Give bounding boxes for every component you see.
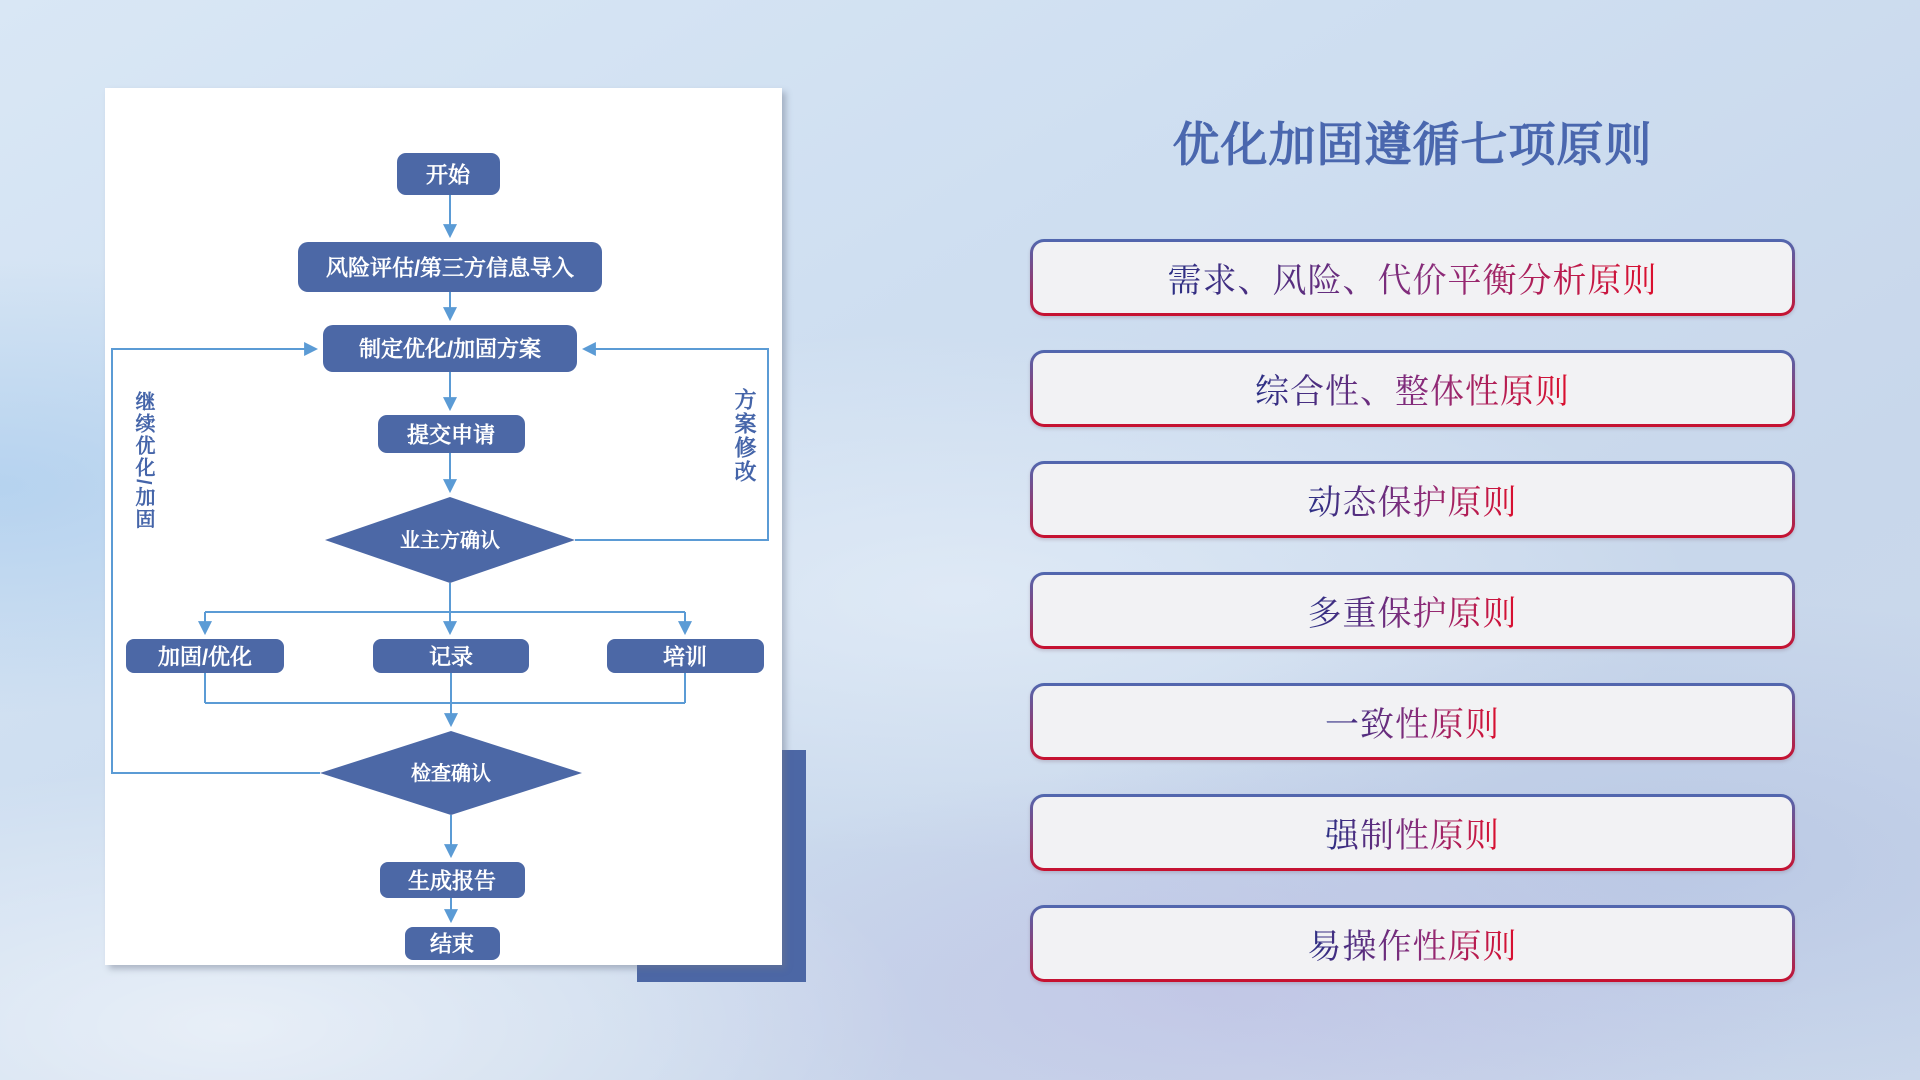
training-node — [607, 639, 764, 673]
principles-list — [1030, 239, 1795, 982]
risk-import-node — [298, 242, 602, 292]
flowchart-card — [105, 88, 782, 965]
check-confirm-label: 检查确认 — [411, 763, 491, 785]
record-node — [373, 639, 529, 673]
principle-box-5 — [1030, 683, 1795, 760]
principle-label-2: 综合性、整体性原则 — [1255, 364, 1570, 413]
submit-node-label: 提交申请 — [406, 422, 496, 448]
owner-confirm-label: 业主方确认 — [400, 530, 500, 552]
make-plan-node — [323, 325, 577, 372]
flowchart-svg — [105, 88, 782, 965]
reinforce-node — [126, 639, 284, 673]
principle-box-1 — [1030, 239, 1795, 316]
principle-label-4: 多重保护原则 — [1308, 586, 1518, 635]
report-node — [380, 862, 525, 898]
start-node-label: 开始 — [425, 162, 471, 188]
principle-box-7 — [1030, 905, 1795, 982]
principle-box-4 — [1030, 572, 1795, 649]
check-confirm-diamond — [320, 731, 582, 815]
principle-label-7: 易操作性原则 — [1308, 919, 1518, 968]
submit-node — [378, 415, 525, 453]
principle-label-3: 动态保护原则 — [1308, 475, 1518, 524]
reinforce-node-label: 加固/优化 — [157, 644, 253, 670]
page-title: 优化加固遵循七项原则 — [1172, 118, 1653, 171]
principle-box-2 — [1030, 350, 1795, 427]
principle-box-6 — [1030, 794, 1795, 871]
principle-label-5: 一致性原则 — [1325, 697, 1500, 746]
report-node-label: 生成报告 — [407, 868, 497, 894]
risk-import-node-label: 风险评估/第三方信息导入 — [325, 255, 575, 281]
owner-confirm-diamond — [325, 497, 575, 583]
end-node — [405, 927, 500, 960]
make-plan-node-label: 制定优化/加固方案 — [358, 336, 542, 362]
loop-label-continue-optimize: 继续优化/加固 — [132, 391, 154, 531]
training-node-label: 培训 — [662, 644, 708, 670]
start-node — [397, 153, 500, 195]
principle-label-6: 强制性原则 — [1325, 808, 1500, 857]
principle-box-3 — [1030, 461, 1795, 538]
flow-nodes — [126, 153, 764, 960]
principle-label-1: 需求、风险、代价平衡分析原则 — [1168, 253, 1658, 302]
loop-label-plan-revise: 方案修改 — [732, 388, 757, 484]
end-node-label: 结束 — [429, 931, 475, 957]
record-node-label: 记录 — [428, 644, 474, 670]
